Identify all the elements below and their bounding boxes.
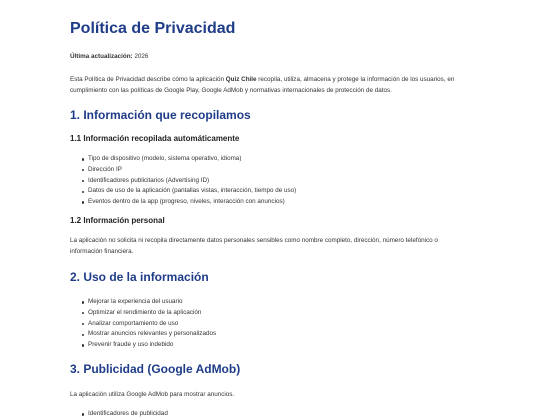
section-2-list [70,297,470,351]
list-item: Datos de uso de la aplicación (pantallas vistas, interacción, tiempo de uso) [82,186,470,197]
last-updated-value: 2026 [134,53,149,60]
section-1-2-paragraph: La aplicación no solicita ni recopila directamente datos personales sensibles como nombre completo, dirección, número telefónico o información financiera. [70,236,438,255]
list-item: Eventos dentro de la app (progreso, niveles, interacción con anuncios) [82,197,470,208]
section-1-1-heading: 1.1 Información recopilada automáticamente [70,134,240,143]
list-item: Mostrar anuncios relevantes y personalizados [82,329,470,340]
list-item: Mejorar la experiencia del usuario [82,297,470,308]
list-item: Identificadores publicitarios (Advertising ID) [82,176,470,187]
section-1-1-list [70,154,470,208]
section-3-heading: 3. Publicidad (Google AdMob) [70,361,241,376]
last-updated [70,51,470,62]
intro-app-name: Quiz Chile [225,76,257,83]
page-title: Política de Privacidad [70,20,236,37]
list-item: Dirección IP [82,165,470,176]
list-item: Prevenir fraude y uso indebido [82,340,470,351]
section-1-2-heading: 1.2 Información personal [70,215,165,225]
list-item: Analizar comportamiento de uso [82,319,470,330]
intro-paragraph [70,74,470,96]
last-updated-label: Última actualización: [70,53,133,60]
section-2-heading: 2. Uso de la información [70,269,209,284]
section-3-paragraph: La aplicación utiliza Google AdMob para mostrar anuncios. [70,390,235,398]
intro-text-after: recopila, utiliza, almacena y protege la información de los usuarios, en cumplimiento con las políticas de Google Play, Google AdMob y normativas internacionales de protección de datos. [70,76,455,94]
section-1-heading: 1. Información que recopilamos [70,108,251,122]
intro-text-before: Esta Política de Privacidad describe cómo la aplicación [70,76,226,83]
list-item: Identificadores de publicidad [82,409,470,420]
list-item: Optimizar el rendimiento de la aplicación [82,308,470,319]
section-3-list [70,409,470,420]
list-item: Tipo de dispositivo (modelo, sistema operativo, idioma) [82,154,470,165]
